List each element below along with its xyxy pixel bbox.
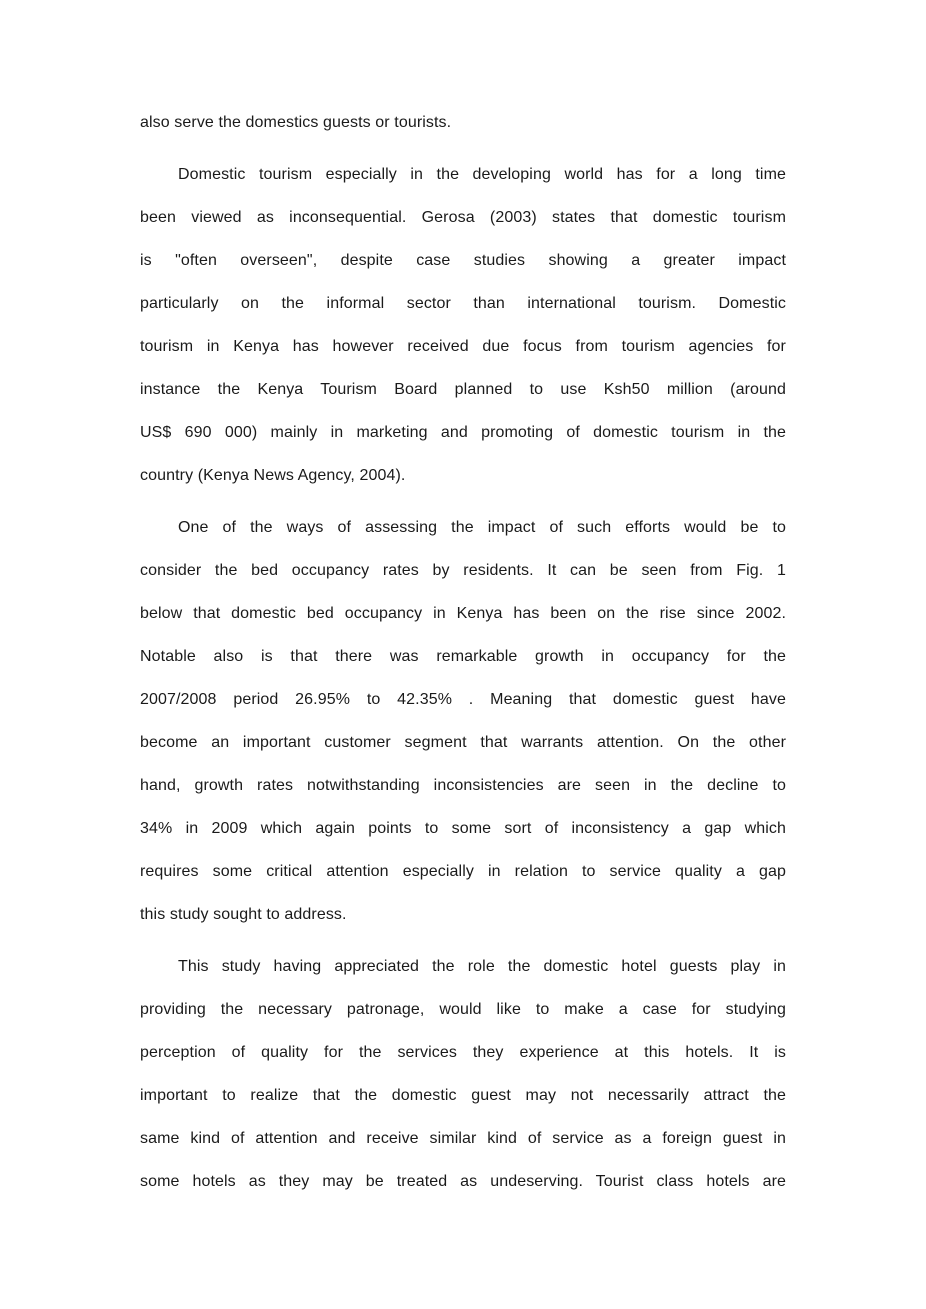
text-line: consider the bed occupancy rates by residents. It can be seen from Fig. 1 [140,562,786,579]
document-body [140,101,786,1203]
text-line: this study sought to address. [140,906,347,923]
paragraph [140,101,786,144]
text-line: is "often overseen", despite case studies showing a greater impact [140,252,786,269]
text-line: important to realize that the domestic guest may not necessarily attract the [140,1087,786,1104]
text-line: 2007/2008 period 26.95% to 42.35% . Meaning that domestic guest have [140,691,786,708]
text-line: country (Kenya News Agency, 2004). [140,467,406,484]
paragraph [140,153,786,497]
text-line: same kind of attention and receive similar kind of service as a foreign guest in [140,1130,786,1147]
text-line: particularly on the informal sector than international tourism. Domestic [140,295,786,312]
text-line: This study having appreciated the role the domestic hotel guests play in [178,958,786,975]
text-line: Notable also is that there was remarkable growth in occupancy for the [140,648,786,665]
text-line: US$ 690 000) mainly in marketing and promoting of domestic tourism in the [140,424,786,441]
text-line: perception of quality for the services they experience at this hotels. It is [140,1044,786,1061]
text-line: hand, growth rates notwithstanding inconsistencies are seen in the decline to [140,777,786,794]
text-line: also serve the domestics guests or tourists. [140,114,452,131]
text-line: tourism in Kenya has however received due focus from tourism agencies for [140,338,786,355]
text-line: One of the ways of assessing the impact of such efforts would be to [178,519,786,536]
text-line: requires some critical attention especially in relation to service quality a gap [140,863,786,880]
paragraph [140,506,786,936]
text-line: been viewed as inconsequential. Gerosa (2003) states that domestic tourism [140,209,786,226]
text-line: become an important customer segment that warrants attention. On the other [140,734,786,751]
text-line: some hotels as they may be treated as undeserving. Tourist class hotels are [140,1173,786,1190]
text-line: Domestic tourism especially in the developing world has for a long time [178,166,786,183]
text-line: instance the Kenya Tourism Board planned to use Ksh50 million (around [140,381,786,398]
text-line: 34% in 2009 which again points to some sort of inconsistency a gap which [140,820,786,837]
text-line: below that domestic bed occupancy in Kenya has been on the rise since 2002. [140,605,786,622]
text-line: providing the necessary patronage, would like to make a case for studying [140,1001,786,1018]
paragraph [140,945,786,1203]
